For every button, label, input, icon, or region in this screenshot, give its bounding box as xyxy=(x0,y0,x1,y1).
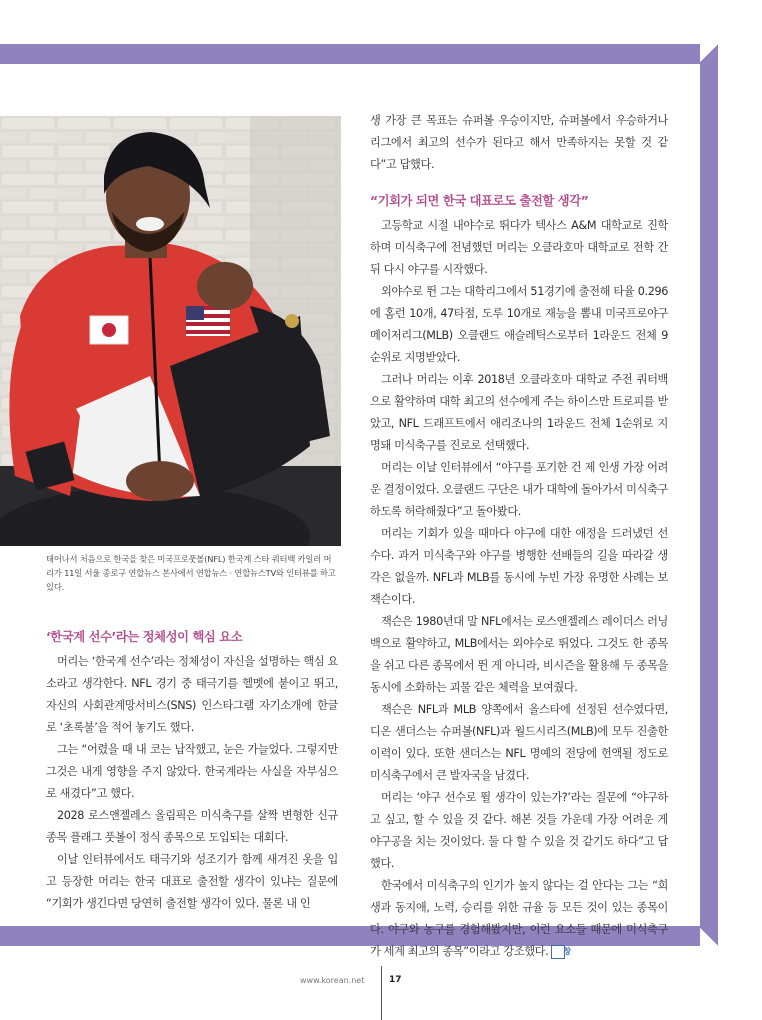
top-corner-fold xyxy=(700,44,718,62)
body-paragraph: 외야수로 뛴 그는 대학리그에서 51경기에 출전해 타율 0.296에 홈런 10개, 47타점, 도루 10개로 재능을 뽐내 미국프로야구 메이저리그(MLB) 오클랜드 애슬레틱스로부터 1라운드 전체 9순위로 지명받았다. xyxy=(370,285,668,364)
continued-paragraph: 생 가장 큰 목표는 슈퍼볼 우승이지만, 슈퍼볼에서 우승하거나 리그에서 최고의 선수가 된다고 해서 만족하지는 못할 것 같다”고 답했다. xyxy=(370,114,668,171)
section-heading: ‘한국계 선수’라는 정체성이 핵심 요소 xyxy=(46,630,243,644)
body-paragraph: 머리는 ‘한국계 선수’라는 정체성이 자신을 설명하는 핵심 요소라고 생각한다. NFL 경기 중 태극기를 헬멧에 붙이고 뛰고, 자신의 사회관계망서비스(SNS) 인스타그램 자기소개에 한글로 ‘초록불’을 적어 놓기도 했다. xyxy=(46,655,338,734)
interview-photo xyxy=(0,116,341,546)
photo-caption: 태어나서 처음으로 한국을 찾은 미국프로풋볼(NFL) 한국계 스타 쿼터백 카일러 머리가 11일 서울 종로구 연합뉴스 본사에서 연합뉴스 · 연합뉴스TV와 인터뷰를 하고 있다. xyxy=(46,554,336,592)
article-column-left xyxy=(46,626,338,915)
body-paragraph: 잭슨은 NFL과 MLB 양쪽에서 올스타에 선정된 선수였다면, 디온 샌더스는 슈퍼볼(NFL)과 월드시리즈(MLB)에 모두 진출한 이력이 있다. 또한 샌더스는 NFL 명예의 전당에 헌액될 정도로 미식축구에서 큰 발자국을 남겼다. xyxy=(370,703,668,782)
body-paragraph: 2028 로스앤젤레스 올림픽은 미식축구를 살짝 변형한 신규 종목 플래그 풋볼이 정식 종목으로 도입되는 대회다. xyxy=(46,809,338,844)
interview-photo-illustration xyxy=(0,116,341,546)
body-paragraph: 머리는 이날 인터뷰에서 “야구를 포기한 건 제 인생 가장 어려운 결정이었다. 오클랜드 구단은 내가 대학에 돌아가서 미식축구하도록 허락해줬다”고 돌아봤다. xyxy=(370,461,668,518)
body-paragraph: 그러나 머리는 이후 2018년 오클라호마 대학교 주전 쿼터백으로 활약하며 대학 최고의 선수에게 주는 하이스만 트로피를 받았고, NFL 드래프트에서 애리조나의 1라운드 전체 1순위로 지명돼 미식축구를 진로로 선택했다. xyxy=(370,373,668,452)
article-end-mark-icon: 창 xyxy=(551,945,565,959)
article-column-right xyxy=(370,110,668,963)
body-paragraph: 잭슨은 1980년대 말 NFL에서는 로스앤젤레스 레이더스 러닝백으로 활약하고, MLB에서는 외야수로 뛰었다. 그것도 한 종목을 쉬고 다른 종목에서 뛴 게 아니라, 비시즌을 활용해 두 종목을 동시에 소화하는 괴물 같은 체력을 보여줬다. xyxy=(370,615,668,694)
body-paragraph: 이날 인터뷰에서도 태극기와 성조기가 함께 새겨진 옷을 입고 등장한 머리는 한국 대표로 출전할 생각이 있냐는 질문에 “기회가 생긴다면 당연히 출전할 생각이 있다. 물론 내 인 xyxy=(46,853,338,910)
right-edge-bar xyxy=(700,44,718,946)
last-paragraph-text: 한국에서 미식축구의 인기가 높지 않다는 걸 안다는 그는 “희생과 동지애, 노력, 승리를 위한 규율 등 모든 것이 있는 종목이다. 야구와 농구를 경험해봤지만, 이런 요소들 때문에 미식축구가 세계 최고의 종목”이라고 강조했다. xyxy=(370,879,668,958)
body-paragraph: 그는 “어렸을 때 내 코는 납작했고, 눈은 가늘었다. 그렇지만 그것은 내게 영향을 주지 않았다. 한국계라는 사실을 자부심으로 새겼다”고 했다. xyxy=(46,743,338,800)
footer-url: www.korean.net xyxy=(300,976,365,985)
body-paragraph-last xyxy=(370,875,668,963)
body-paragraph: 머리는 기회가 있을 때마다 야구에 대한 애정을 드러냈던 선수다. 과거 미식축구와 야구를 병행한 선배들의 길을 따라갈 생각은 없을까. NFL과 MLB를 동시에 누빈 가장 유명한 사례는 보 잭슨이다. xyxy=(370,527,668,606)
bottom-corner-fold xyxy=(700,928,718,946)
page-number: 17 xyxy=(389,975,402,985)
top-color-band xyxy=(0,44,700,64)
body-paragraph: 고등학교 시절 내야수로 뛰다가 텍사스 A&M 대학교로 진학하며 미식축구에 전념했던 머리는 오클라호마 대학교로 전학 간 뒤 다시 야구를 시작했다. xyxy=(370,219,668,276)
footer-divider xyxy=(381,966,382,1020)
section-heading: “기회가 되면 한국 대표로도 출전할 생각” xyxy=(370,194,589,208)
body-paragraph: 머리는 ‘야구 선수로 뛸 생각이 있는가?’라는 질문에 “야구하고 싶고, 할 수 있을 것 같다. 해본 것들 가운데 가장 어려운 게 야구공을 치는 것이었다. 둘 다 할 수 있을 것 같기도 하다”고 답했다. xyxy=(370,791,668,870)
